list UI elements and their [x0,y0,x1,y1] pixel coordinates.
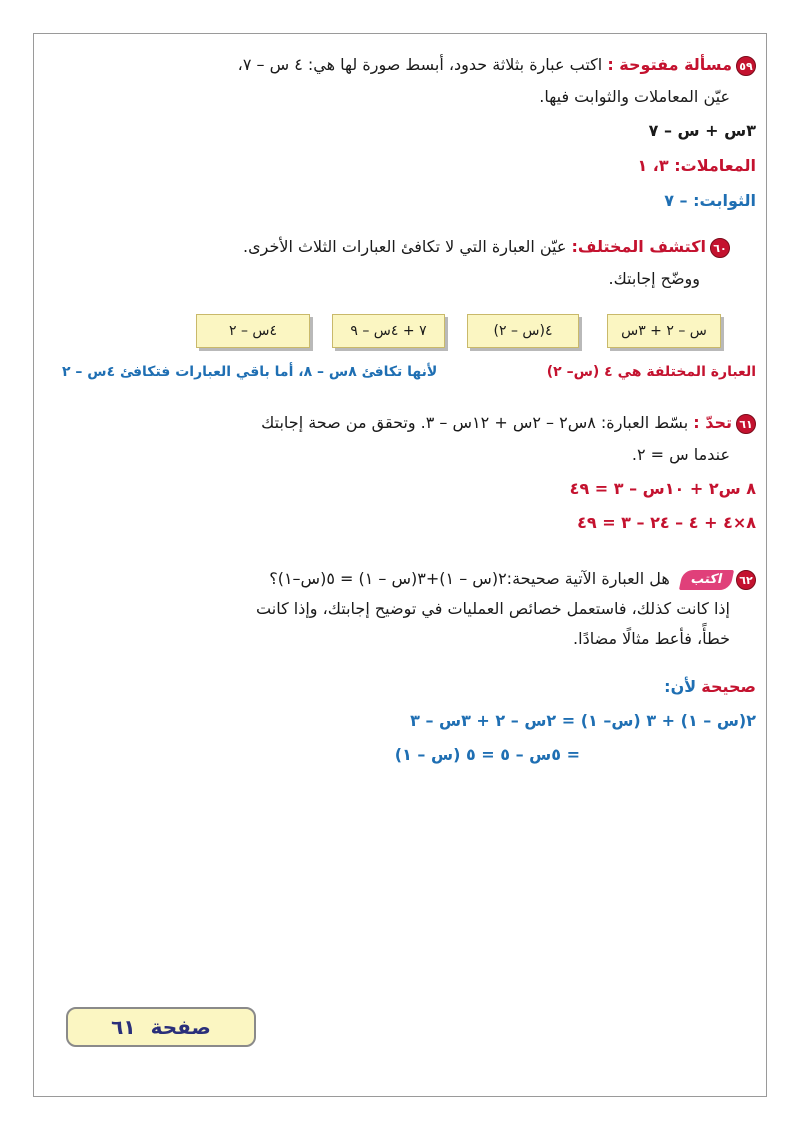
q60-answer-red: العبارة المختلفة هي ٤ (س– ٢) [546,364,756,380]
q61-number-badge: ٦١ [736,414,756,434]
q61-line1 [261,412,756,434]
q62-because: لأن: [664,677,697,696]
q60-title: اكتشف المختلف: [571,237,706,256]
q61-text1: بسّط العبارة: ٨س٢ – ٢س + ١٢س – ٣. وتحقق من صحة إجابتك [261,413,689,432]
q62-line1 [269,568,756,590]
q62-proof-line1: ٢(س – ١) + ٣ (س– ١) = ٢س – ٢ + ٣س – ٣ [410,711,756,730]
q59-text2: عيّن المعاملات والثوابت فيها. [539,87,730,106]
q62-verdict [664,676,756,698]
q62-number-badge: ٦٢ [736,570,756,590]
page-label: صفحة [150,1015,211,1039]
q60-answer-blue: لأنها تكافئ ٨س – ٨، أما باقي العبارات فتكافئ ٤س – ٢ [62,364,438,380]
q61-solution-line2: ٨×٤ + ٤ – ٢٤ – ٣ = ٤٩ [577,513,756,532]
q60-text2: ووضّح إجابتك. [608,269,700,288]
q59-title: مسألة مفتوحة : [607,55,732,74]
q62-text3: خطأً، فأعط مثالًا مضادًا. [573,629,730,648]
q59-text1: اكتب عبارة بثلاثة حدود، أبسط صورة لها هي: ٤ س – ٧، [237,55,603,74]
q59-number-badge: ٥٩ [736,56,756,76]
q60-line1 [243,236,730,258]
q60-text1: عيّن العبارة التي لا تكافئ العبارات الثلاث الأخرى. [243,237,567,256]
q62-text2: إذا كانت كذلك، فاستعمل خصائص العمليات في توضيح إجابتك، وإذا كانت [256,599,730,618]
q59-coefficients: المعاملات: ٣، ١ [637,156,756,175]
q62-write-tag: اكتب [679,570,734,590]
q60-option-2: ٤(س – ٢) [467,314,579,348]
q62-text1: هل العبارة الآتية صحيحة:٢(س – ١)+٣(س – ١) = ٥(س–١)؟ [269,569,670,588]
q62-correct: صحيحة [701,677,756,696]
q60-option-1: س – ٢ + ٣س [607,314,721,348]
q61-title: تحدّ : [693,413,732,432]
page-number: ٦١ [111,1015,136,1039]
q59-line1 [238,54,756,76]
q59-constants: الثوابت: – ٧ [664,191,756,210]
page-frame [33,33,767,1097]
q60-number-badge: ٦٠ [710,238,730,258]
q61-text2: عندما س = ٢. [631,445,730,464]
q60-option-4: ٤س – ٢ [196,314,310,348]
q61-solution-line1: ٨ س٢ + ١٠س – ٣ = ٤٩ [569,479,756,498]
page-number-box [66,1007,256,1047]
q59-answer: ٣س + س – ٧ [648,121,756,140]
q60-option-3: ٧ + ٤س – ٩ [332,314,445,348]
q62-proof-line2: = ٥س – ٥ = ٥ (س – ١) [394,745,580,764]
